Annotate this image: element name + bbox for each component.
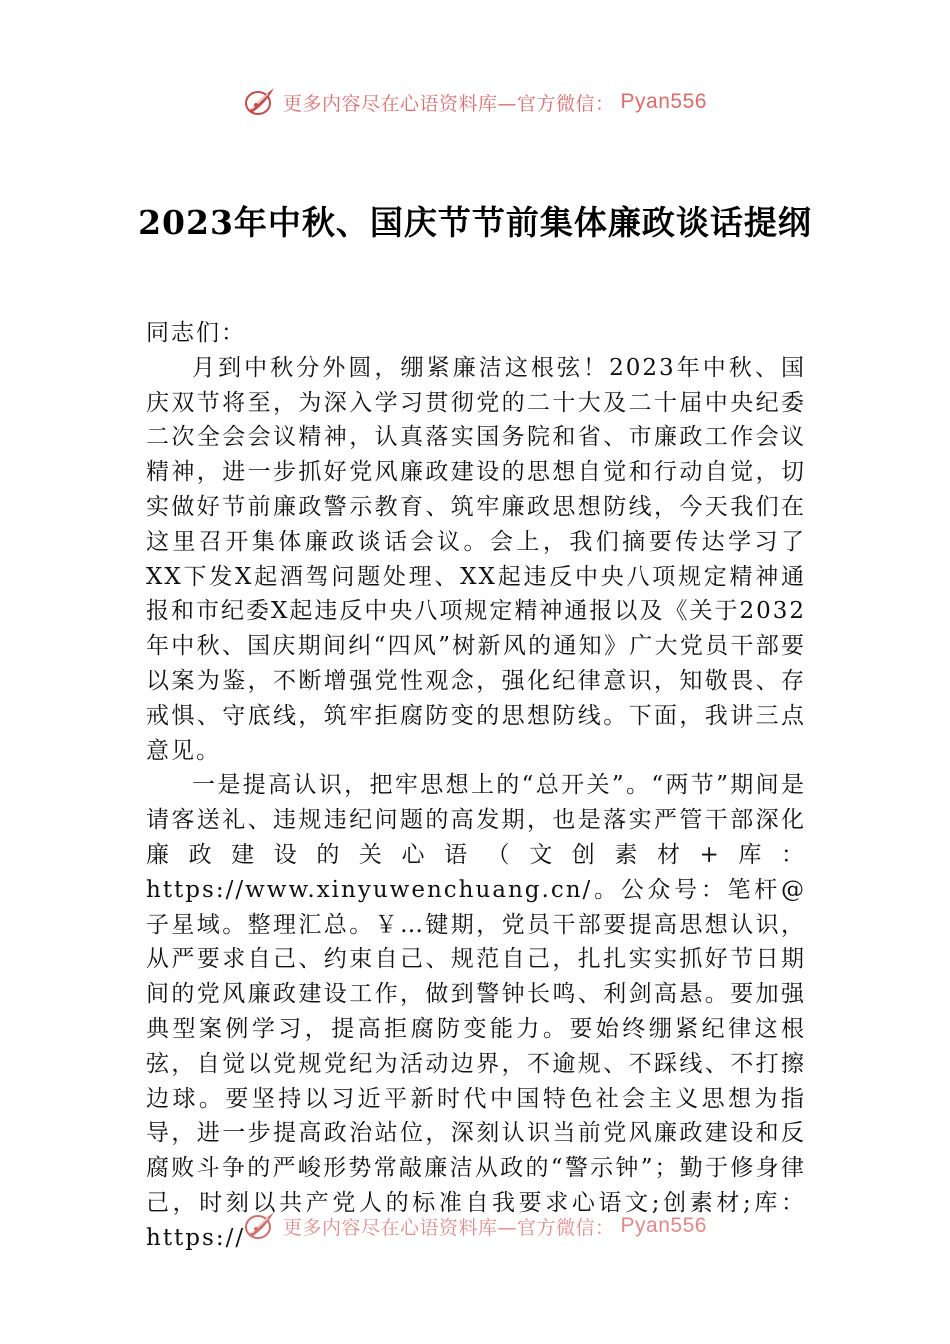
footer-banner bbox=[0, 1208, 950, 1244]
salutation: 同志们： bbox=[146, 320, 246, 346]
document-body bbox=[146, 316, 806, 1256]
quill-pen-logo-icon bbox=[243, 85, 277, 119]
paragraph-intro: 月到中秋分外圆，绷紧廉洁这根弦！2023年中秋、国庆双节将至，为深入学习贯彻党的二十大及二十届中央纪委二次全会会议精神，认真落实国务院和省、市廉政工作会议精神，进一步抓好党风廉政建设的思想自觉和行动自觉，切实做好节前廉政警示教育、筑牢廉政思想防线，今天我们在这里召开集体廉政谈话会议。会上，我们摘要传达学习了XX下发X起酒驾问题处理、XX起违反中央八项规定精神通报和市纪委X起违反中央八项规定精神通报以及《关于2032年中秋、国庆期间纠“四风”树新风的通知》广大党员干部要以案为鉴，不断增强党性观念，强化纪律意识，知敬畏、存戒惧、守底线，筑牢拒腐防变的思想防线。下面，我讲三点意见。 bbox=[146, 354, 806, 764]
header-banner-content bbox=[243, 85, 707, 119]
paragraph-point-one: 一是提高认识，把牢思想上的“总开关”。“两节”期间是请客送礼、违规违纪问题的高发期，也是落实严管干部深化廉政建设的关心语（文创素材+库：https://www.xinyuwenchuang.cn/。公众号：笔杆@子星域。整理汇总。￥…键期，党员干部要提高思想认识，从严要求自己、约束自己、规范自己，扎扎实实抓好节日期间的党风廉政建设工作，做到警钟长鸣、利剑高悬。要加强典型案例学习，提高拒腐防变能力。要始终绷紧纪律这根弦，自觉以党规党纪为活动边界，不逾规、不踩线、不打擦边球。要坚持以习近平新时代中国特色社会主义思想为指导，进一步提高政治站位，深刻认识当前党风廉政建设和反腐败斗争的严峻形势常敲廉洁从政的“警示钟”；勤于修身律己，时刻以共产党人的标准自我要求心语文;创素材;库：https:// bbox=[146, 772, 806, 1251]
document-title: 2023年中秋、国庆节节前集体廉政谈话提纲 bbox=[138, 203, 812, 243]
quill-pen-logo-icon bbox=[243, 1209, 277, 1243]
footer-banner-content bbox=[243, 1209, 707, 1243]
footer-banner-text: 更多内容尽在心语资料库—官方微信： bbox=[283, 1216, 615, 1239]
header-banner bbox=[0, 84, 950, 120]
footer-wechat-id: Pyan556 bbox=[620, 1214, 707, 1237]
header-wechat-id: Pyan556 bbox=[620, 90, 707, 113]
header-banner-text: 更多内容尽在心语资料库—官方微信： bbox=[283, 92, 615, 115]
